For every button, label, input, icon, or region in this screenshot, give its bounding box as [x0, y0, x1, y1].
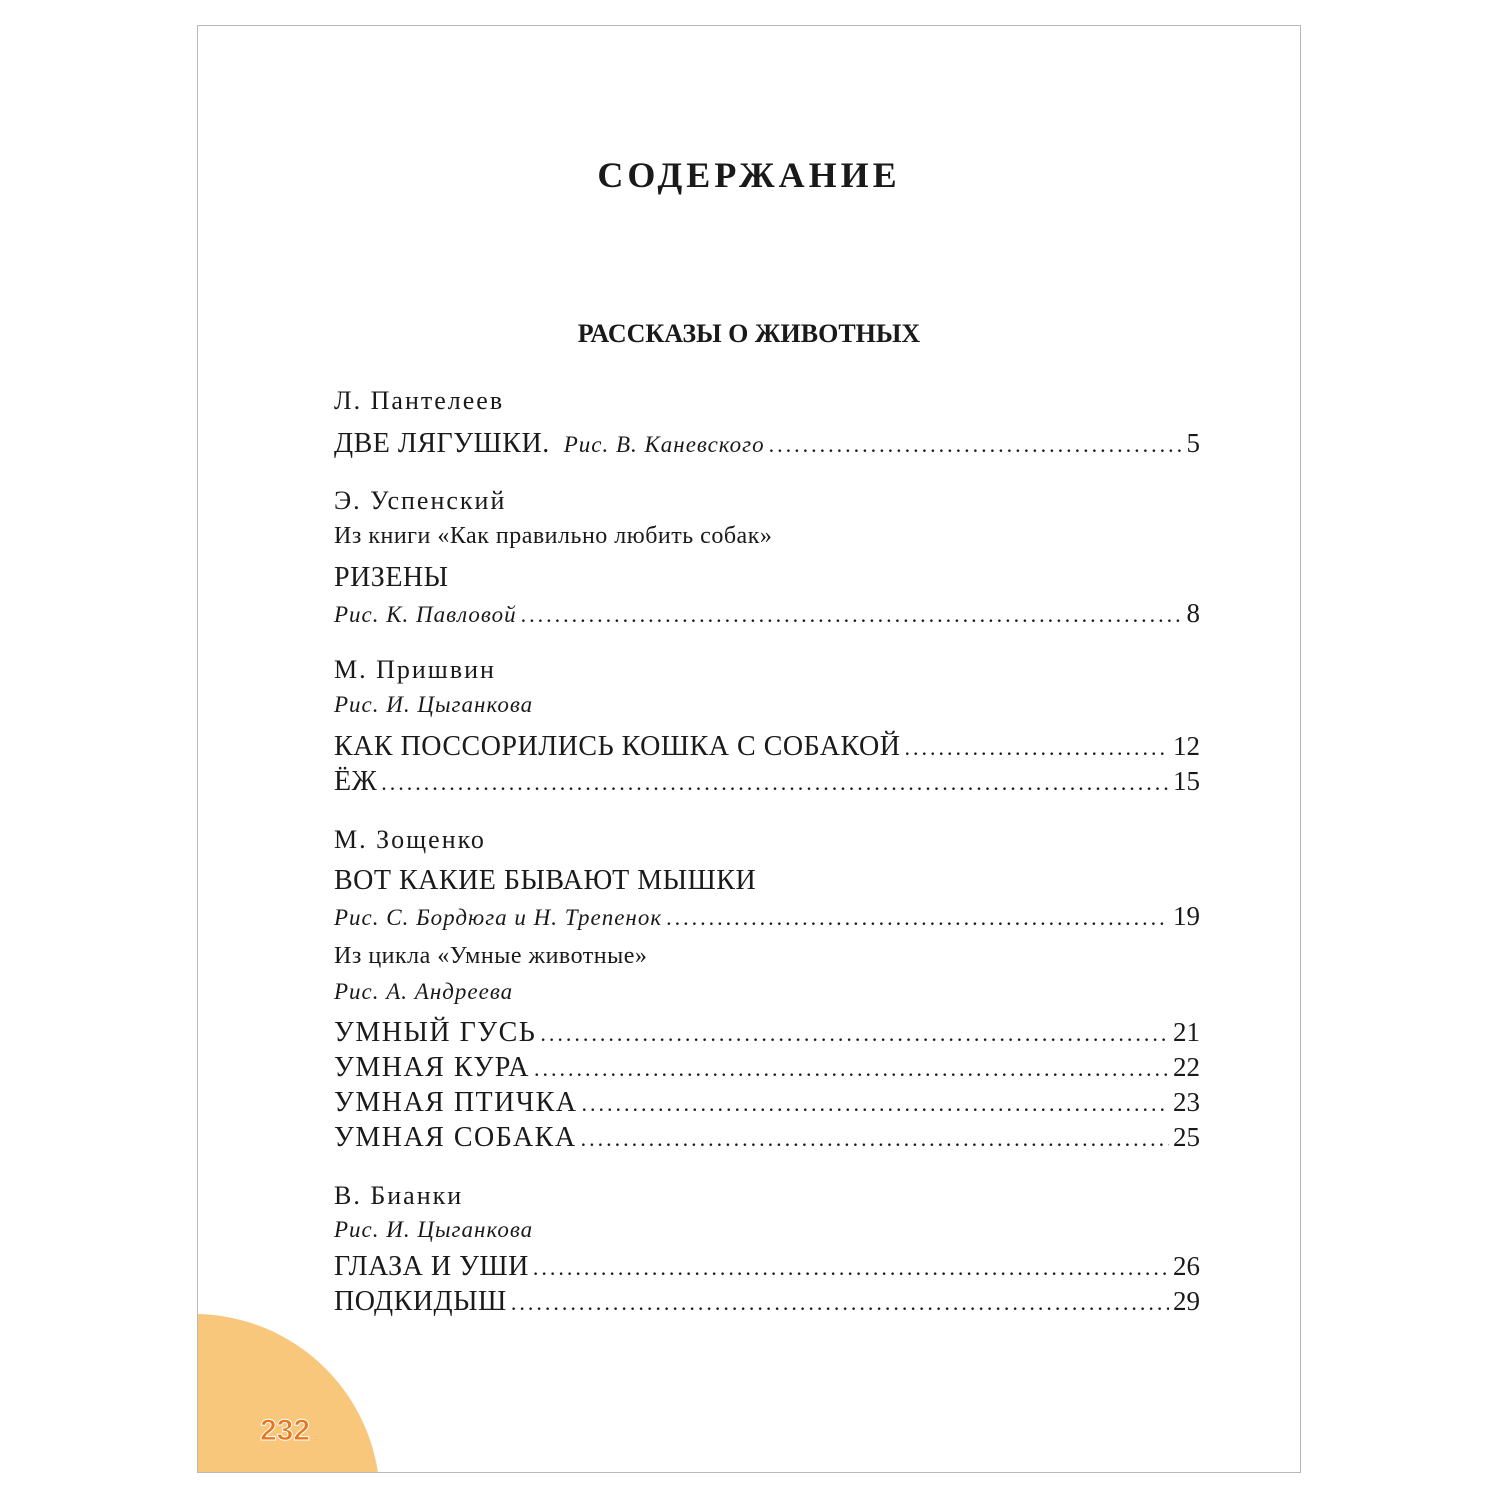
dot-leader — [904, 735, 1169, 761]
story-title: ПОДКИДЫШ — [334, 1286, 507, 1317]
toc-author — [334, 386, 1200, 420]
illustrator: Рис. В. Каневского — [563, 432, 765, 457]
toc-author — [334, 486, 1200, 520]
illustrator: Рис. А. Андреева — [334, 979, 514, 1004]
author-name: Э. Успенский — [334, 486, 507, 515]
collection-note: Из книги «Как правильно любить собак» — [334, 523, 773, 549]
dot-leader — [534, 1056, 1169, 1082]
page-ref: 26 — [1173, 1251, 1200, 1281]
page-ref: 22 — [1173, 1052, 1200, 1082]
dot-leader — [581, 1126, 1169, 1152]
section-heading: РАССКАЗЫ О ЖИВОТНЫХ — [577, 319, 921, 348]
dot-leader — [511, 1290, 1169, 1316]
author-name: М. Пришвин — [334, 655, 496, 684]
story-title: ДВЕ ЛЯГУШКИ. — [334, 428, 550, 459]
page-ref: 8 — [1186, 598, 1200, 628]
page-corner-decoration — [197, 1314, 380, 1473]
toc-author — [334, 825, 1200, 859]
author-name: М. Зощенко — [334, 825, 486, 854]
toc-note — [334, 943, 1200, 977]
toc-author — [334, 1181, 1200, 1215]
toc-entry[interactable] — [334, 598, 1200, 632]
illustrator: Рис. И. Цыганкова — [334, 1217, 534, 1242]
page-number-label: 232 — [260, 1414, 311, 1447]
toc-entry[interactable] — [334, 428, 1200, 462]
toc-entry[interactable] — [334, 1087, 1200, 1121]
story-title: ВОТ КАКИЕ БЫВАЮТ МЫШКИ — [334, 865, 757, 896]
toc-entry[interactable] — [334, 1122, 1200, 1156]
page-ref: 29 — [1173, 1286, 1200, 1316]
dot-leader — [521, 602, 1183, 628]
story-title: УМНАЯ КУРА — [334, 1052, 530, 1083]
toc-illustrator — [334, 1217, 1200, 1251]
page-ref: 5 — [1186, 428, 1200, 458]
toc-entry[interactable] — [334, 901, 1200, 935]
page-ref: 23 — [1173, 1087, 1200, 1117]
story-title: ГЛАЗА И УШИ — [334, 1251, 529, 1282]
page-ref: 19 — [1173, 901, 1200, 931]
illustrator: Рис. С. Бордюга и Н. Трепенок — [334, 905, 663, 930]
toc-entry[interactable] — [334, 1286, 1200, 1320]
story-title: УМНЫЙ ГУСЬ — [334, 1017, 537, 1048]
page-ref: 21 — [1173, 1017, 1200, 1047]
toc-note — [334, 523, 1200, 557]
story-title: РИЗЕНЫ — [334, 562, 449, 593]
dot-leader — [769, 432, 1183, 458]
illustrator: Рис. К. Павловой — [334, 602, 517, 627]
illustrator: Рис. И. Цыганкова — [334, 692, 534, 717]
story-title: УМНАЯ ПТИЧКА — [334, 1087, 578, 1118]
dot-leader — [581, 1091, 1169, 1117]
page-ref: 12 — [1173, 731, 1200, 761]
author-name: Л. Пантелеев — [334, 386, 505, 415]
toc-illustrator — [334, 692, 1200, 726]
toc-entry[interactable] — [334, 766, 1200, 800]
story-title: ЁЖ — [334, 766, 378, 797]
toc-author — [334, 655, 1200, 689]
dot-leader — [533, 1255, 1169, 1281]
dot-leader — [381, 770, 1169, 796]
page-title: СОДЕРЖАНИЕ — [597, 155, 901, 195]
toc-entry[interactable] — [334, 1052, 1200, 1086]
story-title: КАК ПОССОРИЛИСЬ КОШКА С СОБАКОЙ — [334, 731, 901, 762]
toc-entry[interactable] — [334, 1017, 1200, 1051]
collection-note: Из цикла «Умные животные» — [334, 943, 648, 969]
dot-leader — [540, 1021, 1169, 1047]
dot-leader — [666, 905, 1169, 931]
toc-entry[interactable] — [334, 1251, 1200, 1285]
toc-entry[interactable] — [334, 731, 1200, 765]
toc-illustrator — [334, 979, 1200, 1013]
story-title: УМНАЯ СОБАКА — [334, 1122, 577, 1153]
page-ref: 25 — [1173, 1122, 1200, 1152]
toc-entry[interactable] — [334, 865, 1200, 899]
book-page — [197, 25, 1301, 1473]
page-ref: 15 — [1173, 766, 1200, 796]
toc-entry[interactable] — [334, 562, 1200, 596]
author-name: В. Бианки — [334, 1181, 464, 1210]
